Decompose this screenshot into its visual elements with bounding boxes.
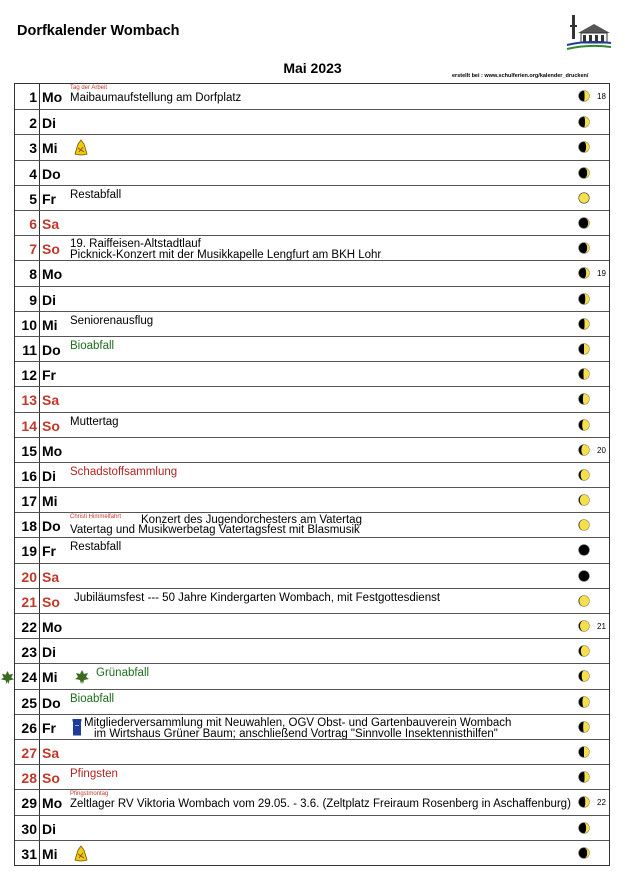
weekday-name: Do: [42, 694, 61, 711]
day-row: [15, 764, 609, 789]
event-text: Picknick-Konzert mit der Musikkapelle Lengfurt am BKH Lohr: [70, 249, 382, 262]
day-row: [15, 613, 609, 638]
moon-phase-icon: [578, 192, 590, 204]
event-text: Muttertag: [70, 415, 119, 428]
moon-phase-icon: [578, 645, 590, 657]
day-row: [15, 563, 609, 588]
day-row: [15, 714, 609, 739]
week-number: 18: [597, 92, 606, 101]
day-row: [15, 840, 609, 865]
day-number: 11: [22, 341, 37, 358]
yellow-bag-icon: [72, 139, 90, 156]
green-leaf-icon: [74, 669, 90, 685]
event-text: Zeltlager RV Viktoria Wombach vom 29.05. - 3.6. (Zeltplatz Freiraum Rosenberg in Aschaffenburg): [70, 798, 571, 811]
weekday-name: Mo: [42, 795, 63, 812]
day-number: 31: [21, 845, 37, 862]
day-number: 29: [21, 795, 37, 812]
day-number: 25: [21, 694, 37, 711]
weekday-name: Sa: [42, 568, 60, 585]
day-row: [15, 537, 609, 562]
event-text: Maibaumaufstellung am Dorfplatz: [70, 92, 242, 104]
weekday-name: Fr: [42, 543, 56, 560]
weekday-name: Di: [42, 644, 56, 661]
day-number: 2: [29, 115, 37, 132]
weekday-name: Do: [42, 165, 61, 182]
day-number: 16: [21, 467, 37, 484]
day-row: [15, 739, 609, 764]
day-row: [15, 815, 609, 840]
margin-leaf-icon: [0, 670, 15, 685]
day-row: [15, 638, 609, 663]
day-row: [15, 361, 609, 386]
day-number: 9: [29, 291, 37, 308]
day-row: [15, 386, 609, 411]
moon-phase-icon: [578, 116, 590, 128]
day-row: [15, 109, 609, 134]
day-row: [15, 663, 609, 688]
day-number: 18: [21, 518, 37, 535]
day-number: 4: [29, 165, 37, 182]
day-number: 26: [21, 719, 37, 736]
day-row: [15, 336, 609, 361]
day-number: 20: [21, 568, 37, 585]
moon-phase-icon: [578, 746, 590, 758]
moon-phase-icon: [578, 469, 590, 481]
day-number: 21: [21, 593, 37, 610]
day-row: [15, 210, 609, 235]
moon-phase-icon: [578, 847, 590, 859]
day-number: 23: [21, 644, 37, 661]
day-number: 17: [21, 493, 37, 510]
moon-phase-icon: [578, 570, 590, 582]
weekday-name: Mo: [42, 89, 63, 105]
day-number: 28: [21, 770, 37, 787]
moon-phase-icon: [578, 167, 590, 179]
day-number: 10: [21, 316, 37, 333]
event-text: Grünabfall: [96, 667, 150, 680]
event-text: Pfingsten: [70, 768, 118, 781]
day-row: [15, 412, 609, 437]
day-number: 13: [21, 392, 37, 409]
day-number: 15: [21, 442, 37, 459]
moon-phase-icon: [578, 822, 590, 834]
day-row: [15, 311, 609, 336]
weekday-name: Di: [42, 291, 56, 308]
moon-phase-icon: [578, 242, 590, 254]
event-text: 19. Raiffeisen-Altstadtlauf: [70, 238, 201, 251]
day-row: [15, 185, 609, 210]
moon-phase-icon: [578, 771, 590, 783]
village-logo-icon: [563, 12, 613, 54]
day-number: 12: [21, 367, 37, 384]
moon-phase-icon: [578, 721, 590, 733]
moon-phase-icon: [578, 620, 590, 632]
day-number: 19: [21, 543, 37, 560]
weekday-name: Mo: [42, 266, 63, 283]
event-text: Schadstoffsammlung: [70, 465, 178, 478]
day-number: 24: [21, 669, 37, 686]
event-text: Seniorenausflug: [70, 314, 154, 327]
weekday-name: Mi: [42, 845, 58, 862]
event-text: Jubiläumsfest --- 50 Jahre Kindergarten Wombach, mit Festgottesdienst: [74, 591, 441, 604]
weekday-name: Do: [42, 341, 61, 358]
holiday-label: Pfingstmontag: [70, 791, 109, 798]
event-text: Vatertag und Musikwerbetag Vatertagsfest mit Blasmusik: [70, 524, 360, 537]
event-text: Mitgliederversammlung mit Neuwahlen, OGV Obst- und Gartenbauverein Wombach: [84, 716, 512, 729]
day-row: [15, 789, 609, 814]
moon-phase-icon: [578, 293, 590, 305]
page-title: Dorfkalender Wombach: [17, 23, 180, 39]
day-number: 22: [21, 619, 37, 636]
event-text: Bioabfall: [70, 339, 115, 352]
day-number: 30: [21, 820, 37, 837]
day-number: 14: [21, 417, 37, 434]
day-row: [15, 160, 609, 185]
moon-phase-icon: [578, 343, 590, 355]
weekday-name: Mo: [42, 619, 63, 636]
day-row: [15, 260, 609, 285]
event-text: im Wirtshaus Grüner Baum; anschließend Vortrag "Sinnvolle Insektennisthilfen": [94, 727, 498, 740]
week-number: 21: [597, 622, 606, 632]
moon-phase-icon: [578, 494, 590, 506]
weekday-name: Mo: [42, 442, 63, 459]
holiday-label: Tag der Arbeit: [70, 85, 108, 91]
event-text: Bioabfall: [70, 692, 115, 705]
day-number: 6: [29, 215, 37, 232]
blue-bin-icon: [72, 718, 82, 736]
calendar-table: [14, 83, 610, 866]
moon-phase-icon: [578, 796, 590, 808]
month-heading: Mai 2023: [283, 60, 342, 76]
moon-phase-icon: [578, 318, 590, 330]
day-row: [15, 487, 609, 512]
weekday-name: Fr: [42, 367, 56, 384]
day-number: 27: [21, 745, 37, 762]
moon-phase-icon: [578, 444, 590, 456]
week-number: 20: [597, 445, 606, 455]
day-row: [15, 235, 609, 260]
moon-phase-icon: [578, 217, 590, 229]
day-row: [15, 437, 609, 462]
day-number: 1: [29, 89, 37, 105]
weekday-name: So: [42, 241, 60, 258]
day-number: 3: [29, 140, 37, 157]
moon-phase-icon: [578, 595, 590, 607]
week-number: 22: [597, 798, 606, 808]
moon-phase-icon: [578, 141, 590, 153]
weekday-name: Fr: [42, 719, 56, 736]
day-row: [15, 588, 609, 613]
weekday-name: Sa: [42, 745, 60, 762]
weekday-name: Sa: [42, 392, 60, 409]
moon-phase-icon: [578, 670, 590, 682]
weekday-name: Sa: [42, 215, 60, 232]
weekday-name: Mi: [42, 140, 58, 157]
moon-phase-icon: [578, 544, 590, 556]
moon-phase-icon: [578, 519, 590, 531]
day-row: [15, 689, 609, 714]
moon-phase-icon: [578, 419, 590, 431]
day-row: [15, 84, 609, 109]
weekday-name: Mi: [42, 316, 58, 333]
week-number: 19: [597, 269, 606, 279]
weekday-name: So: [42, 417, 60, 434]
event-text: Konzert des Jugendorchesters am Vatertag: [141, 514, 362, 527]
day-row: [15, 286, 609, 311]
event-text: Restabfall: [70, 541, 122, 554]
event-text: Restabfall: [70, 188, 122, 201]
weekday-name: Mi: [42, 669, 58, 686]
moon-phase-icon: [578, 696, 590, 708]
moon-phase-icon: [578, 393, 590, 405]
moon-phase-icon: [578, 267, 590, 279]
yellow-bag-icon: [72, 845, 90, 862]
holiday-label: Christi Himmelfahrt: [70, 514, 122, 521]
day-row: [15, 462, 609, 487]
weekday-name: Di: [42, 820, 56, 837]
credit-text: erstellt bei : www.schulferien.org/kalender_drucken/: [452, 73, 589, 79]
moon-phase-icon: [578, 368, 590, 380]
day-row: [15, 512, 609, 537]
day-row: [15, 134, 609, 159]
moon-phase-icon: [578, 90, 590, 102]
weekday-name: Mi: [42, 493, 58, 510]
day-number: 8: [29, 266, 37, 283]
weekday-name: Di: [42, 115, 56, 132]
weekday-name: Do: [42, 518, 61, 535]
day-number: 5: [29, 190, 37, 207]
weekday-name: Fr: [42, 190, 56, 207]
weekday-name: So: [42, 770, 60, 787]
day-number: 7: [29, 241, 37, 258]
weekday-name: Di: [42, 467, 56, 484]
weekday-name: So: [42, 593, 60, 610]
